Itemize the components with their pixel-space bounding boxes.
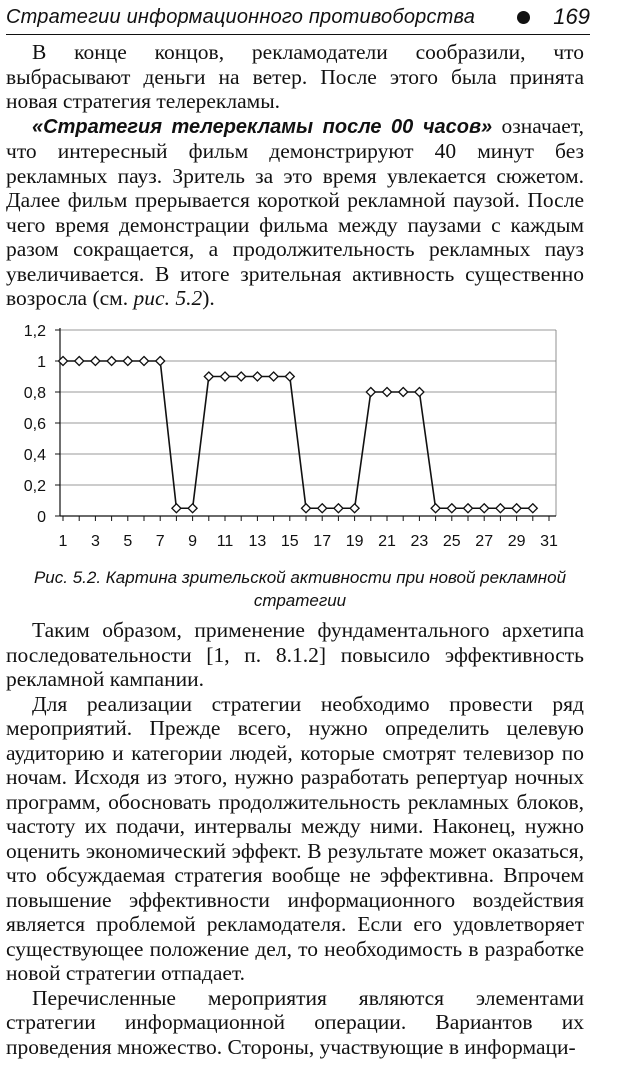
data-point xyxy=(350,504,359,513)
data-point xyxy=(172,504,181,513)
y-tick-label: 0,6 xyxy=(23,416,46,433)
paragraph-5: Перечисленные мероприятия являются элементами стратегии информационной операции. Вариантов их проведения множество. Стороны, участвующие в информаци- xyxy=(6,985,584,1059)
data-point xyxy=(302,504,311,513)
paragraph-2-text: означает, что интересный фильм демонстрируют 40 минут без рекламных пауз. Зритель за это время увлекается сюжетом. Далее фильм прерывается короткой рекламной паузой. После чего время демонстрации фильма между паузами с каждым разом сокращается, а продолжительность рекламных пауз увеличивается. В итоге зрительная активность существенно возросла (см. xyxy=(6,113,585,310)
paragraph-1: В конце концов, рекламодатели сообразили, что выбрасывают деньги на ветер. После этого была принята новая стратегия телерекламы. xyxy=(6,40,584,113)
figure-caption: Рис. 5.2. Картина зрительской активности при новой рекламной стратегии xyxy=(33,568,567,610)
data-point xyxy=(75,357,84,366)
y-tick-label: 0,2 xyxy=(23,478,46,495)
x-tick-label: 17 xyxy=(313,533,332,550)
x-tick-label: 15 xyxy=(280,533,299,550)
data-point xyxy=(237,372,246,381)
data-point xyxy=(221,372,230,381)
y-tick-label: 0,8 xyxy=(23,385,46,402)
x-tick-label: 23 xyxy=(410,533,429,550)
data-point xyxy=(156,357,165,366)
body-text-bottom xyxy=(6,618,584,1059)
data-point xyxy=(334,504,343,513)
y-tick-label: 0 xyxy=(37,509,46,526)
figure-reference: рис. 5.2 xyxy=(133,286,203,310)
data-point xyxy=(496,504,505,513)
data-point xyxy=(188,504,197,513)
data-point xyxy=(528,504,537,513)
series-line xyxy=(63,361,533,508)
running-header xyxy=(6,2,590,35)
chart-svg xyxy=(0,318,600,563)
data-point xyxy=(107,357,116,366)
data-point xyxy=(431,504,440,513)
viewer-activity-chart xyxy=(0,318,600,563)
data-point xyxy=(318,504,327,513)
x-tick-label: 9 xyxy=(188,533,198,550)
data-point xyxy=(366,388,375,397)
strategy-term: «Стратегия телерекламы после 00 часов» xyxy=(32,115,493,138)
paragraph-2 xyxy=(6,114,584,311)
data-point xyxy=(140,357,149,366)
x-tick-label: 5 xyxy=(123,533,133,550)
data-point xyxy=(91,357,100,366)
data-point xyxy=(383,388,392,397)
data-point xyxy=(464,504,473,513)
page-number: 169 xyxy=(553,4,590,29)
data-point xyxy=(512,504,521,513)
x-tick-label: 31 xyxy=(540,533,558,550)
y-tick-label: 0,4 xyxy=(23,447,46,464)
running-header-title: Стратегии информационного противоборства xyxy=(6,6,476,28)
data-point xyxy=(447,504,456,513)
data-point xyxy=(480,504,489,513)
paragraph-3: Таким образом, применение фундаментального архетипа последовательности [1, п. 8.1.2] повысило эффективность рекламной кампании. xyxy=(6,618,584,691)
x-tick-label: 25 xyxy=(442,533,461,550)
x-tick-label: 29 xyxy=(507,533,526,550)
y-tick-label: 1 xyxy=(37,354,46,371)
data-point xyxy=(269,372,278,381)
x-tick-label: 7 xyxy=(155,533,165,550)
x-tick-label: 11 xyxy=(216,533,234,550)
body-text-top xyxy=(6,40,584,311)
x-tick-label: 1 xyxy=(58,533,68,550)
data-point xyxy=(285,372,294,381)
data-point xyxy=(253,372,262,381)
data-point xyxy=(123,357,132,366)
data-point xyxy=(415,388,424,397)
data-point xyxy=(399,388,408,397)
x-tick-label: 13 xyxy=(248,533,267,550)
data-point xyxy=(204,372,213,381)
bullet-icon xyxy=(517,11,530,24)
paragraph-4: Для реализации стратегии необходимо провести ряд мероприятий. Прежде всего, нужно определить целевую аудиторию и категории людей, которые смотрят телевизор по ночам. Исходя из этого, нужно разработать репертуар ночных программ, обосновать продолжительность рекламных блоков, частоту их подачи, интервалы между ними. Наконец, нужно оценить экономический эффект. В результате может оказаться, что обсуждаемая стратегия вообще не эффективна. Впрочем повышение эффективности информационного воздействия является проблемой рекламодателя. Если его удовлетворяет существующее положение дел, то необходимость в разработке новой стратегии отпадает. xyxy=(6,691,584,985)
x-tick-label: 19 xyxy=(345,533,364,550)
paragraph-2-tail: ). xyxy=(202,286,215,310)
x-tick-label: 21 xyxy=(378,533,396,550)
x-tick-label: 3 xyxy=(90,533,100,550)
y-tick-label: 1,2 xyxy=(23,323,46,340)
x-tick-label: 27 xyxy=(475,533,494,550)
